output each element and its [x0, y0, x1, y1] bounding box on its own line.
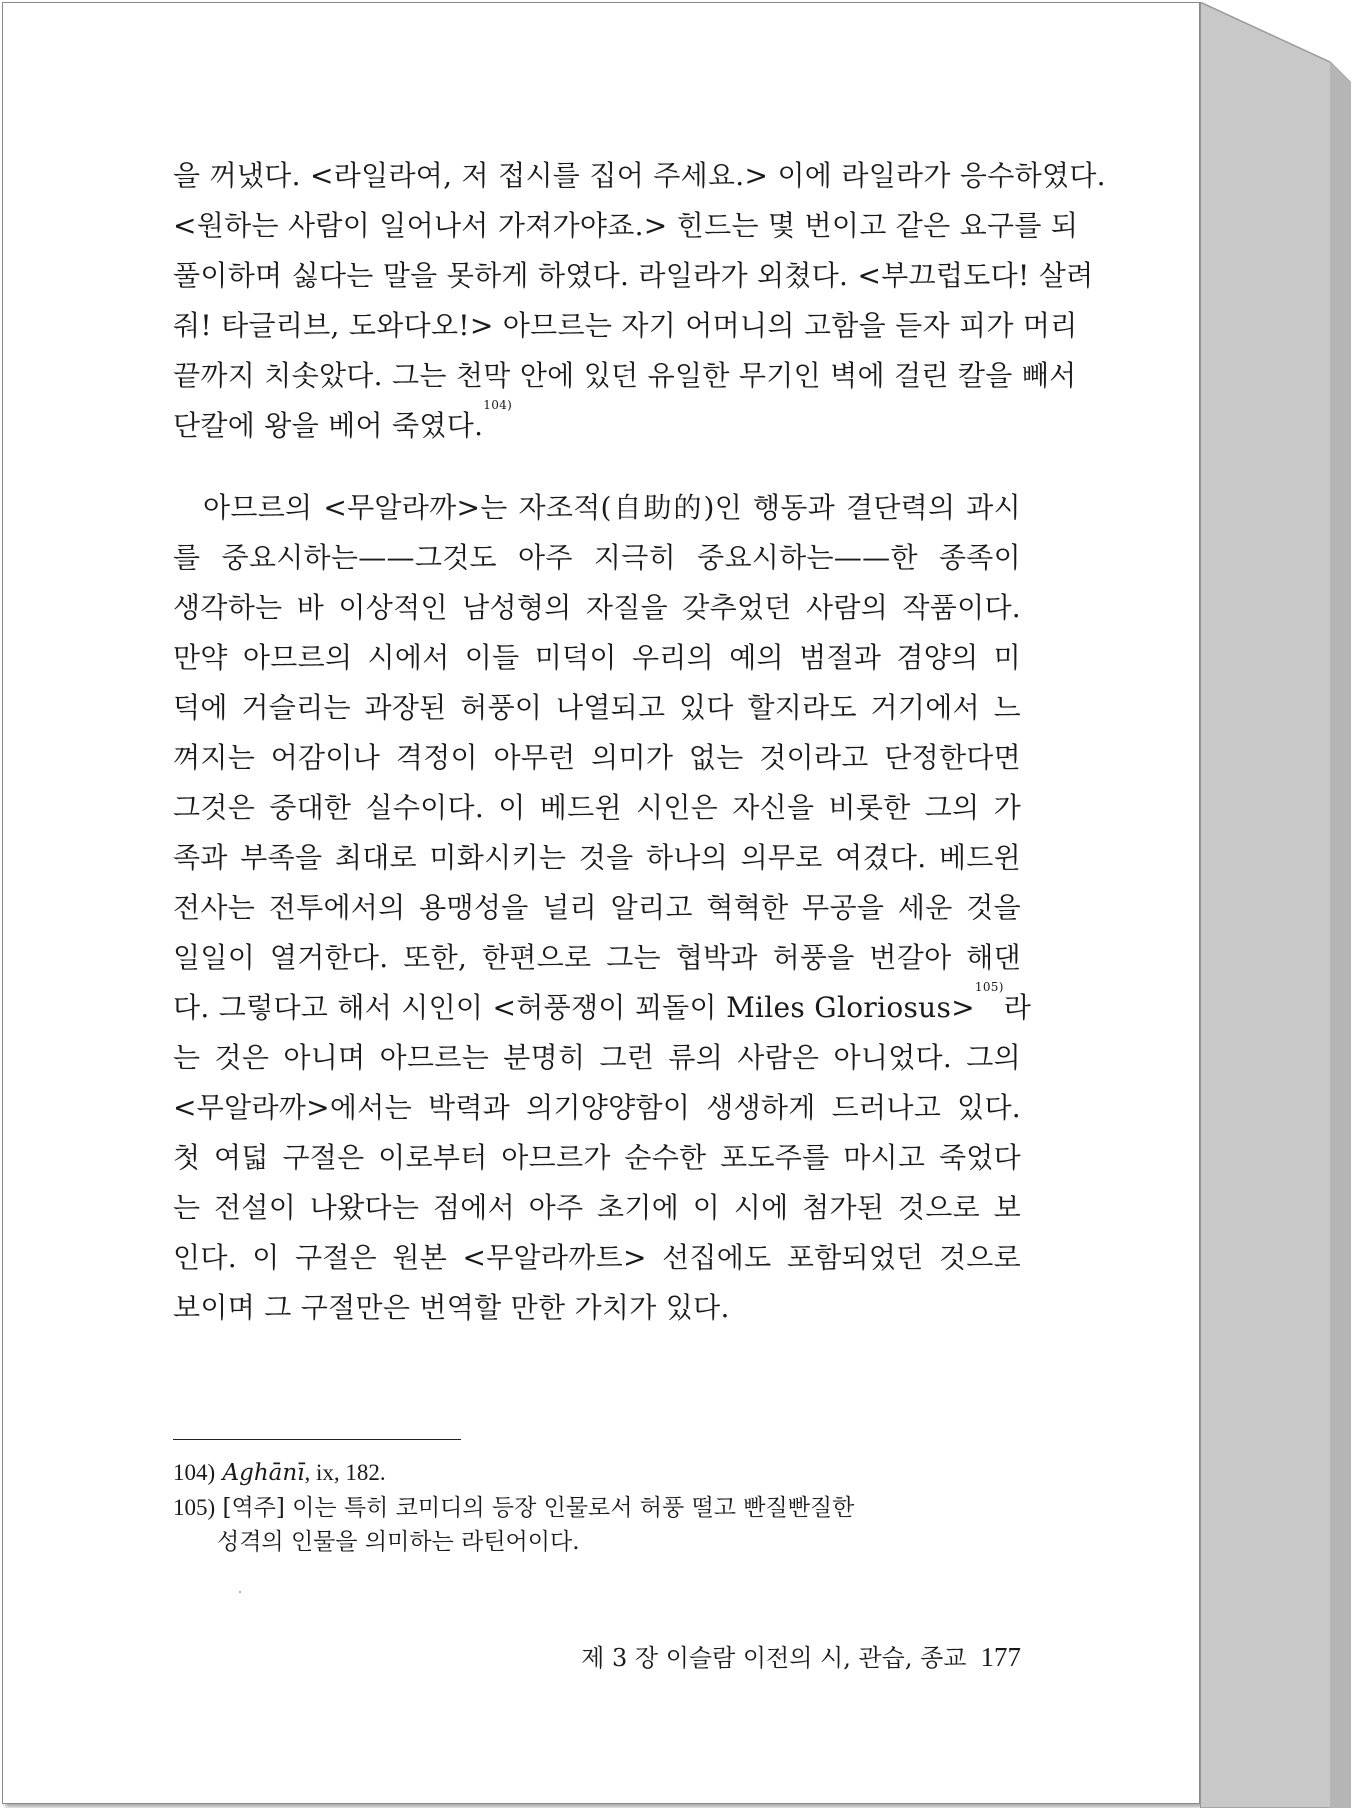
text-line: 껴지는 어감이나 격정이 아무런 의미가 없는 것이라고 단정한다면 — [173, 741, 1021, 774]
text-line: 보이며 그 구절만은 번역할 만한 가치가 있다. — [173, 1291, 730, 1324]
text-line: 을 꺼냈다. <라일라여, 저 접시를 집어 주세요.> 이에 라일라가 응수하였다. — [173, 159, 1106, 192]
text-line — [173, 980, 1032, 1033]
text-line: 줘! 타글리브, 도와다오!> 아므르는 자기 어머니의 고함을 듣자 피가 머리 — [173, 309, 1078, 342]
text-line: <무알라까>에서는 박력과 의기양양함이 생생하게 드러나고 있다. — [173, 1091, 1021, 1124]
text-segment: 라 — [1003, 991, 1032, 1024]
page-edge-shape — [1200, 2, 1360, 1808]
footnote-number: 104) — [173, 1460, 216, 1485]
footnote-text: , ix, 182. — [304, 1460, 386, 1485]
text-line: 족과 부족을 최대로 미화시키는 것을 하나의 의무로 여겼다. 베드윈 — [173, 841, 1021, 874]
text-line: <원하는 사람이 일어나서 가져가야죠.> 힌드는 몇 번이고 같은 요구를 되 — [173, 209, 1079, 242]
footnote-105 — [173, 1491, 1021, 1559]
text-line: 첫 여덟 구절은 이로부터 아므르가 순수한 포도주를 마시고 죽었다 — [173, 1141, 1021, 1174]
footnote-title: Aghānī — [222, 1460, 305, 1486]
footnote-number: 105) — [173, 1495, 216, 1520]
page-number: 177 — [980, 1642, 1021, 1672]
text-line: 는 전설이 나왔다는 점에서 아주 초기에 이 시에 첨가된 것으로 보 — [173, 1191, 1021, 1224]
book-page — [2, 2, 1200, 1804]
text-line: 일일이 열거한다. 또한, 한편으로 그는 협박과 허풍을 번갈아 해댄 — [173, 941, 1021, 974]
footnote-text: 성격의 인물을 의미하는 라틴어이다. — [217, 1529, 580, 1555]
text-line: 를 중요시하는——그것도 아주 지극히 중요시하는——한 종족이 — [173, 541, 1021, 574]
text-line: 만약 아므르의 시에서 이들 미덕이 우리의 예의 범절과 겸양의 미 — [173, 641, 1021, 674]
paragraph-1 — [173, 151, 1106, 451]
text-line: 아므르의 <무알라까>는 자조적(自助的)인 행동과 결단력의 과시 — [173, 491, 1021, 524]
print-speck — [239, 1591, 241, 1593]
text-line — [173, 398, 1021, 451]
text-line: 끝까지 치솟았다. 그는 천막 안에 있던 유일한 무기인 벽에 걸린 칼을 빼서 — [173, 359, 1077, 392]
text-line: 생각하는 바 이상적인 남성형의 자질을 갖추었던 사람의 작품이다. — [173, 591, 1021, 624]
text-line: 풀이하며 싫다는 말을 못하게 하였다. 라일라가 외쳤다. <부끄럽도다! 살려 — [173, 259, 1094, 292]
running-footer — [173, 1639, 1021, 1676]
footnote-ref-105[interactable]: 105) — [974, 980, 1004, 994]
text-segment: 단칼에 왕을 베어 죽였다. — [173, 409, 484, 442]
footnote-104 — [173, 1456, 1021, 1490]
text-line: 인다. 이 구절은 원본 <무알라까트> 선집에도 포함되었던 것으로 — [173, 1241, 1021, 1274]
text-line: 는 것은 아니며 아므르는 분명히 그런 류의 사람은 아니었다. 그의 — [173, 1041, 1021, 1074]
footnote-divider — [173, 1439, 461, 1440]
footnote-ref-104[interactable]: 104) — [483, 398, 513, 412]
text-line: 전사는 전투에서의 용맹성을 널리 알리고 혁혁한 무공을 세운 것을 — [173, 891, 1021, 924]
paragraph-2 — [173, 483, 1032, 1333]
text-line: 그것은 중대한 실수이다. 이 베드윈 시인은 자신을 비롯한 그의 가 — [173, 791, 1021, 824]
text-line: 덕에 거슬리는 과장된 허풍이 나열되고 있다 할지라도 거기에서 느 — [173, 691, 1021, 724]
footnote-text: [역주] 이는 특히 코미디의 등장 인물로서 허풍 떨고 빤질빤질한 — [215, 1495, 855, 1521]
text-segment: 다. 그렇다고 해서 시인이 <허풍쟁이 꾀돌이 Miles Gloriosus> — [173, 991, 975, 1024]
chapter-title: 제 3 장 이슬람 이전의 시, 관습, 종교 — [581, 1644, 967, 1672]
